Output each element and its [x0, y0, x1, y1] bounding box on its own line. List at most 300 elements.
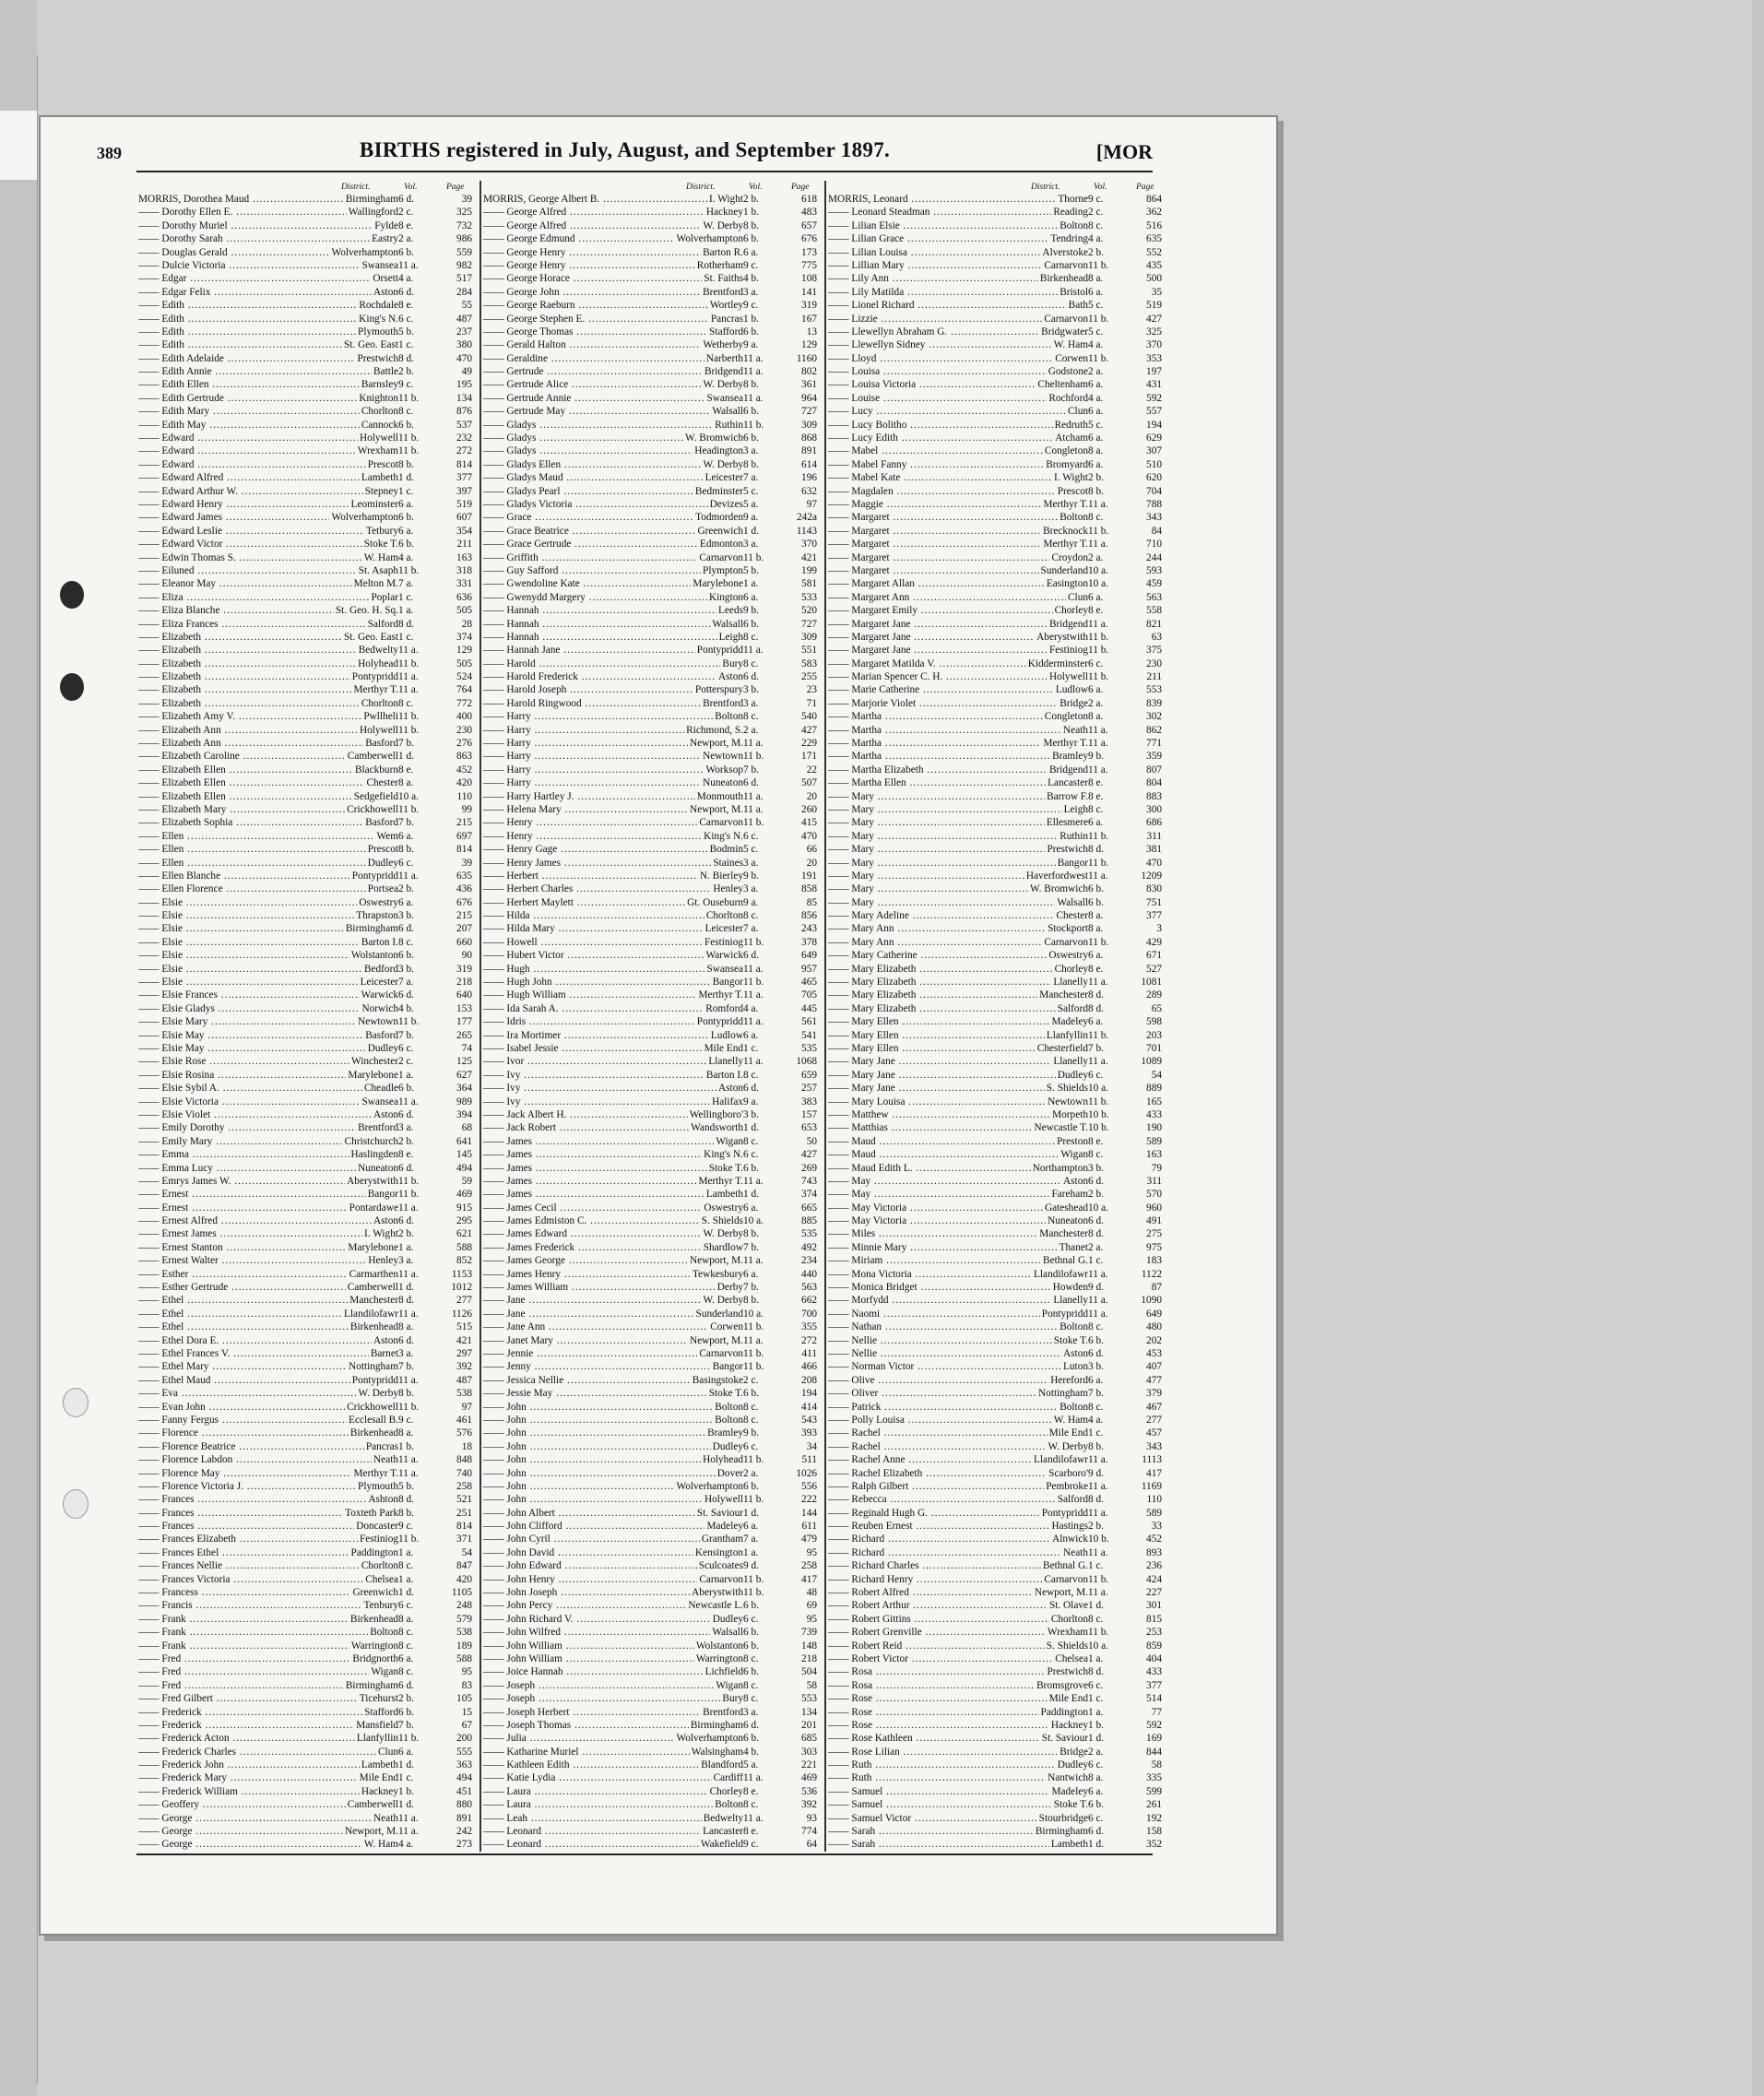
- entry-district: Nuneaton: [703, 777, 743, 789]
- leader-dots: .............................................: [570, 1108, 729, 1120]
- entry-district: Chesterfield: [1036, 1043, 1088, 1054]
- index-entry: [138, 219, 474, 232]
- entry-page: 195: [456, 379, 472, 391]
- index-entry: [828, 790, 1164, 803]
- entry-volume: 9 b.: [743, 605, 759, 617]
- given-names: —— Helena Mary: [483, 803, 562, 815]
- index-entry: [828, 219, 1164, 232]
- leader-dots: .............................................: [553, 1534, 713, 1545]
- entry-name: [483, 551, 734, 564]
- entry-page: 1160: [796, 352, 817, 364]
- entry-name: [828, 724, 1079, 737]
- entry-page: 59: [461, 1175, 472, 1187]
- given-names: —— Mary Jane: [828, 1056, 895, 1068]
- entry-volume: 6 a.: [1088, 817, 1104, 829]
- index-entry: [138, 1746, 474, 1759]
- entry-district: Pwllheli: [363, 711, 398, 723]
- index-entry: [483, 936, 819, 949]
- index-entry: [828, 1785, 1164, 1798]
- entry-name: [828, 710, 1079, 723]
- entry-name: [828, 1785, 1079, 1798]
- entry-page: 93: [806, 1812, 817, 1824]
- given-names: —— Grace: [483, 512, 532, 524]
- index-entry: [138, 710, 474, 723]
- leader-dots: ........................................................: [190, 273, 388, 285]
- entry-district: Leicester: [704, 472, 743, 484]
- entry-volume: 6 b.: [743, 1733, 759, 1745]
- index-entry: [138, 338, 474, 351]
- entry-name: [483, 564, 734, 577]
- entry-page: 83: [461, 1679, 472, 1691]
- entry-volume: 2 b.: [1088, 1189, 1104, 1201]
- index-entry: [138, 564, 474, 577]
- given-names: —— Elizabeth Sophia: [138, 817, 233, 829]
- entry-page: 95: [461, 1666, 472, 1678]
- given-names: —— Mabel: [828, 445, 879, 457]
- entry-volume: 1 d.: [1088, 1839, 1104, 1851]
- given-names: —— John Henry: [483, 1573, 555, 1585]
- entry-volume: 6 c.: [398, 1043, 414, 1054]
- leader-dots: .............................................: [556, 1334, 716, 1346]
- entry-page: 284: [456, 286, 472, 298]
- leader-dots: .............................................: [909, 777, 1069, 789]
- entry-page: 105: [456, 1693, 472, 1705]
- entry-name: [828, 1493, 1079, 1506]
- leader-dots: .............................................: [197, 432, 357, 444]
- entry-page: 435: [1146, 259, 1162, 271]
- leader-dots: .............................................: [568, 1255, 728, 1267]
- entry-district: Newport, M.: [344, 1826, 398, 1838]
- entry-page: 552: [1146, 246, 1162, 258]
- leader-dots: ...............................................: [882, 392, 1049, 404]
- entry-page: 751: [1146, 896, 1162, 908]
- entry-page: 374: [456, 631, 472, 643]
- leader-dots: .............................................: [891, 1122, 1050, 1134]
- leader-dots: ..................................................: [197, 1494, 374, 1506]
- given-names: —— Ethel: [138, 1321, 184, 1333]
- entry-district: Wolverhampton: [676, 1480, 743, 1492]
- column-divider: [479, 181, 481, 1852]
- entry-district: Holywell: [1048, 671, 1088, 683]
- entry-district: Aston: [1063, 1347, 1088, 1359]
- entry-volume: 1 a.: [1088, 1706, 1104, 1718]
- entry-page: 671: [1146, 950, 1162, 962]
- given-names: —— Lionel Richard: [828, 300, 915, 312]
- entry-district: Prescot: [367, 844, 398, 856]
- leader-dots: .............................................: [216, 1162, 375, 1174]
- given-names: —— Kathleen Edith: [483, 1759, 570, 1771]
- entry-district: Camberwell: [347, 751, 398, 763]
- given-names: —— George Henry: [483, 246, 566, 258]
- entry-name: [483, 286, 734, 299]
- entry-page: 504: [801, 1666, 817, 1678]
- entry-district: Pancras: [710, 313, 743, 325]
- entry-page: 563: [801, 1282, 817, 1294]
- leader-dots: .............................................: [582, 1746, 734, 1758]
- given-names: —— Rose: [828, 1706, 873, 1718]
- given-names: —— Margaret Ann: [828, 591, 910, 603]
- entry-name: [483, 750, 734, 763]
- entry-page: 864: [1146, 194, 1162, 205]
- entry-name: [483, 1520, 734, 1533]
- leader-dots: .............................................: [918, 379, 1079, 391]
- index-entry: [483, 976, 819, 989]
- entry-name: [483, 1427, 734, 1439]
- entry-district: St. Geo. East: [344, 339, 398, 351]
- entry-name: [483, 1202, 734, 1214]
- index-entry: [483, 538, 819, 551]
- index-entry: [138, 1613, 474, 1626]
- entry-volume: 8 a.: [1088, 445, 1104, 457]
- index-entry: [138, 1812, 474, 1825]
- leader-dots: .............................................: [573, 1759, 732, 1771]
- leader-dots: .............................................: [195, 1826, 355, 1838]
- entry-district: Croydon: [1051, 551, 1088, 563]
- index-entry: [483, 1002, 819, 1015]
- entry-name: [828, 843, 1079, 856]
- index-entry: [483, 896, 819, 909]
- entry-name: [828, 963, 1079, 976]
- entry-district: Wakefield: [700, 1839, 743, 1851]
- given-names: —— Harry: [483, 764, 531, 776]
- entry-name: [828, 1533, 1079, 1545]
- entry-district: Prestwich: [357, 352, 398, 364]
- entry-name: [828, 444, 1079, 457]
- given-names: —— Margaret: [828, 539, 890, 551]
- entry-page: 90: [461, 950, 472, 962]
- given-names: —— Edith: [138, 313, 184, 325]
- entry-name: [828, 1692, 1079, 1705]
- entry-volume: 6 d.: [743, 777, 759, 789]
- entry-page: 433: [1146, 1108, 1162, 1120]
- leader-dots: .............................................: [534, 738, 693, 750]
- entry-volume: 3 a.: [743, 697, 759, 709]
- leader-dots: .............................................: [236, 817, 389, 829]
- given-names: —— Frederick: [138, 1719, 202, 1731]
- entry-page: 607: [456, 512, 472, 524]
- entry-volume: 6 d.: [398, 989, 414, 1001]
- entry-page: 427: [801, 724, 817, 736]
- leader-dots: .............................................: [910, 458, 1070, 470]
- entry-volume: 11 a.: [743, 352, 764, 364]
- given-names: —— Edward Alfred: [138, 472, 224, 484]
- leader-dots: .............................................: [241, 485, 389, 497]
- given-names: —— Jack Albert H.: [483, 1108, 567, 1120]
- leader-dots: .............................................: [908, 1454, 1068, 1466]
- given-names: —— Hugh William: [483, 989, 566, 1001]
- given-names: —— Ira Mortimer: [483, 1029, 562, 1041]
- entry-district: Holywell: [359, 724, 398, 736]
- entry-name: [483, 936, 734, 949]
- entry-name: [828, 776, 1079, 789]
- given-names: —— Elizabeth: [138, 657, 202, 669]
- index-entry: [828, 963, 1164, 976]
- leader-dots: .............................................: [229, 259, 388, 271]
- leader-dots: .............................................: [227, 352, 386, 364]
- entry-volume: 6 b.: [743, 1666, 759, 1678]
- entry-volume: 8 d.: [398, 618, 414, 630]
- index-entry: [483, 1294, 819, 1307]
- entry-district: Leicester: [704, 923, 743, 935]
- index-entry: [828, 1401, 1164, 1414]
- entry-name: [828, 1467, 1079, 1480]
- index-entry: [138, 1148, 474, 1161]
- entry-volume: 8 a.: [1088, 1772, 1104, 1784]
- entry-district: Howden: [1052, 1282, 1088, 1294]
- entry-name: [138, 657, 389, 670]
- leader-dots: ..................................................: [875, 1772, 1052, 1784]
- leader-dots: ..................................................: [529, 1427, 706, 1439]
- entry-page: 196: [801, 472, 817, 484]
- entry-page: 289: [1146, 989, 1162, 1001]
- index-entry: [828, 432, 1164, 444]
- given-names: —— Margaret: [828, 564, 890, 576]
- entry-volume: 8 e.: [1088, 790, 1104, 802]
- given-names: —— Elizabeth Ellen: [138, 777, 226, 789]
- given-names: —— May: [828, 1175, 871, 1187]
- leader-dots: ........................................................: [184, 1666, 383, 1678]
- index-entry: [828, 1002, 1164, 1015]
- index-entry: [138, 1798, 474, 1811]
- entry-district: Walsall: [712, 406, 743, 418]
- entry-volume: 11 a.: [743, 1255, 764, 1267]
- leader-dots: ..................................................: [534, 764, 711, 776]
- entry-page: 383: [801, 1095, 817, 1107]
- entry-district: Birmingham: [1035, 1826, 1088, 1838]
- entry-volume: 11 a.: [398, 1268, 419, 1280]
- entry-name: [138, 1812, 389, 1825]
- given-names: —— Harry: [483, 724, 531, 736]
- entry-district: Chorlton: [361, 406, 398, 418]
- index-entry: [483, 1202, 819, 1214]
- entry-name: [828, 1334, 1079, 1347]
- leader-dots: .............................................: [239, 1746, 389, 1758]
- index-entry: [483, 697, 819, 710]
- given-names: —— James Edward: [483, 1228, 567, 1240]
- entry-page: 982: [456, 259, 472, 271]
- index-entry: [138, 1254, 474, 1267]
- index-entry: [138, 1732, 474, 1745]
- entry-volume: 6 b.: [398, 1706, 414, 1718]
- entry-name: [483, 1188, 734, 1201]
- given-names: —— Richard: [828, 1546, 885, 1558]
- entry-volume: 11 a.: [743, 1334, 764, 1346]
- entry-district: Crickhowell: [347, 803, 398, 815]
- index-entry: [828, 1798, 1164, 1811]
- entry-name: [483, 697, 734, 710]
- leader-dots: .............................................: [577, 790, 734, 802]
- entry-district: Oswestry: [1048, 950, 1088, 962]
- entry-district: Merthyr T.: [353, 684, 398, 696]
- given-names: —— Gertrude Annie: [483, 392, 572, 404]
- page-header: Page: [791, 183, 810, 192]
- entry-page: 64: [806, 1839, 817, 1851]
- entry-name: [828, 1440, 1079, 1453]
- entry-name: [828, 259, 1079, 272]
- entry-volume: 11 b.: [1088, 1573, 1109, 1585]
- entry-name: [828, 1108, 1079, 1121]
- entry-page: 466: [801, 1361, 817, 1373]
- entry-district: Swansea: [706, 963, 743, 975]
- index-entry: [138, 1320, 474, 1333]
- entry-page: 863: [456, 751, 472, 763]
- leader-dots: .............................................: [590, 1215, 734, 1227]
- leader-dots: .............................................: [896, 485, 1056, 497]
- entry-district: Ruthin: [715, 419, 743, 431]
- index-entry: [483, 1015, 819, 1028]
- given-names: —— Jack Robert: [483, 1122, 557, 1134]
- entry-page: 218: [456, 977, 472, 989]
- entry-page: 227: [1146, 1587, 1162, 1599]
- entry-name: [138, 378, 389, 391]
- leader-dots: .............................................: [913, 591, 1072, 603]
- leader-dots: .............................................: [575, 498, 734, 510]
- entry-district: Merthyr T.: [698, 1175, 743, 1187]
- entry-page: 363: [456, 1759, 472, 1771]
- index-entry: [483, 764, 819, 776]
- entry-page: 700: [801, 1308, 817, 1320]
- index-entry: [483, 1546, 819, 1559]
- given-names: —— Elsie Victoria: [138, 1095, 219, 1107]
- entry-district: Holyhead: [703, 1454, 743, 1466]
- entry-page: 451: [456, 1785, 472, 1797]
- given-names: MORRIS, George Albert B.: [483, 194, 600, 205]
- leader-dots: .............................................: [558, 1507, 717, 1519]
- entry-volume: 7 b.: [743, 1241, 759, 1253]
- index-entry: [483, 1095, 819, 1108]
- entry-name: [138, 1759, 389, 1771]
- entry-volume: 11 b.: [1088, 631, 1109, 643]
- leader-dots: .............................................: [569, 339, 728, 351]
- entry-volume: 8 a.: [398, 777, 414, 789]
- entry-name: [138, 710, 389, 723]
- leader-dots: .............................................: [562, 1002, 721, 1014]
- index-entry: [138, 909, 474, 922]
- entry-district: Festiniog: [704, 936, 743, 948]
- leader-dots: .............................................: [559, 1772, 718, 1784]
- index-entry: [828, 1825, 1164, 1838]
- given-names: —— Ruth: [828, 1772, 872, 1784]
- index-entry: [138, 1507, 474, 1520]
- leader-dots: .............................................: [192, 1149, 351, 1161]
- entry-volume: 11 a.: [1088, 977, 1108, 989]
- entry-page: 469: [456, 1189, 472, 1201]
- entry-page: 95: [806, 1613, 817, 1625]
- leader-dots: .................................: [246, 1480, 363, 1492]
- entry-district: Rotherham: [696, 259, 743, 271]
- index-entry: [138, 1467, 474, 1480]
- entry-volume: 1 d.: [743, 525, 759, 537]
- entry-name: [828, 352, 1079, 365]
- given-names: —— Robert Victor: [828, 1652, 908, 1664]
- entry-volume: 11 a.: [743, 1812, 764, 1824]
- given-names: —— John: [483, 1440, 527, 1452]
- leader-dots: .............................................: [541, 551, 701, 563]
- entry-volume: 11 b.: [398, 1016, 420, 1028]
- entry-district: Norwich: [361, 1002, 398, 1014]
- index-entry: [483, 1042, 819, 1055]
- entry-district: Leigh: [718, 631, 743, 643]
- given-names: —— Edith: [138, 339, 184, 351]
- leader-dots: ..................................................: [534, 1785, 711, 1797]
- leader-dots: .............................................: [204, 684, 363, 696]
- leader-dots: .............................................: [585, 697, 734, 709]
- leader-dots: .............................................: [910, 246, 1070, 258]
- entry-volume: 11 a.: [743, 1772, 764, 1784]
- given-names: MORRIS, Leonard: [828, 194, 908, 205]
- column-headers: [483, 181, 819, 193]
- given-names: —— Margaret Matilda V.: [828, 657, 936, 669]
- entry-volume: 1 c.: [743, 1043, 759, 1054]
- entry-page: 392: [801, 1799, 817, 1811]
- entry-name: [138, 882, 389, 895]
- index-entry: [138, 1719, 474, 1732]
- entry-district: Newport, M.: [689, 1255, 743, 1267]
- entry-district: Neath: [373, 1454, 398, 1466]
- entry-volume: 8 a.: [398, 1427, 414, 1439]
- index-entry: [828, 989, 1164, 1001]
- entry-volume: 8 d.: [398, 352, 414, 364]
- entry-page: 814: [456, 844, 472, 856]
- leader-dots: .............................................: [214, 1374, 373, 1386]
- entry-volume: 8 a.: [398, 1321, 414, 1333]
- entry-volume: 2 a.: [1088, 1746, 1104, 1758]
- entry-page: 743: [801, 1175, 817, 1187]
- given-names: —— Katie Lydia: [483, 1772, 556, 1784]
- leader-dots: ..................................................: [533, 910, 710, 922]
- given-names: —— Elsie Rose: [138, 1056, 207, 1068]
- entry-volume: 1 c.: [1088, 1255, 1104, 1267]
- entry-district: S. Shields: [701, 1215, 743, 1227]
- index-entry: [138, 1082, 474, 1095]
- index-entry: [483, 1268, 819, 1281]
- entry-volume: 11 a.: [1088, 870, 1108, 882]
- punch-hole: [60, 673, 84, 701]
- leader-dots: .............................................: [912, 910, 1071, 922]
- entry-page: 192: [1146, 1812, 1162, 1824]
- index-entry: [828, 710, 1164, 723]
- index-entry: [828, 1148, 1164, 1161]
- entry-volume: 8 d.: [1088, 1666, 1104, 1678]
- entry-volume: 2 c.: [743, 1374, 759, 1386]
- index-entry: [828, 1095, 1164, 1108]
- entry-volume: 11 a.: [398, 1202, 419, 1214]
- entry-volume: 8 c.: [398, 1640, 414, 1652]
- entry-name: [138, 1387, 389, 1400]
- entry-name: [828, 551, 1079, 564]
- index-entry: [483, 1520, 819, 1533]
- entry-district: Carnarvon: [1044, 936, 1088, 948]
- given-names: —— Eliza Frances: [138, 618, 219, 630]
- index-entry: [483, 1467, 819, 1480]
- index-entry: [138, 936, 474, 949]
- entry-volume: 6 d.: [398, 923, 414, 935]
- index-entry: [828, 272, 1164, 285]
- leader-dots: .............................................: [893, 539, 1052, 551]
- leader-dots: .............................................: [225, 512, 385, 524]
- index-entry: [828, 1732, 1164, 1745]
- entry-volume: 8 c.: [743, 657, 759, 669]
- entry-district: Bristol: [1060, 286, 1088, 298]
- entry-district: Madeley: [706, 1521, 743, 1533]
- entry-name: [828, 604, 1079, 617]
- entry-volume: 6 a.: [398, 1746, 414, 1758]
- index-entry: [828, 352, 1164, 365]
- leader-dots: .............................................: [588, 313, 734, 325]
- entry-page: 424: [1146, 1573, 1162, 1585]
- given-names: —— Herbert Charles: [483, 883, 574, 895]
- entry-volume: 2 a.: [1088, 366, 1104, 378]
